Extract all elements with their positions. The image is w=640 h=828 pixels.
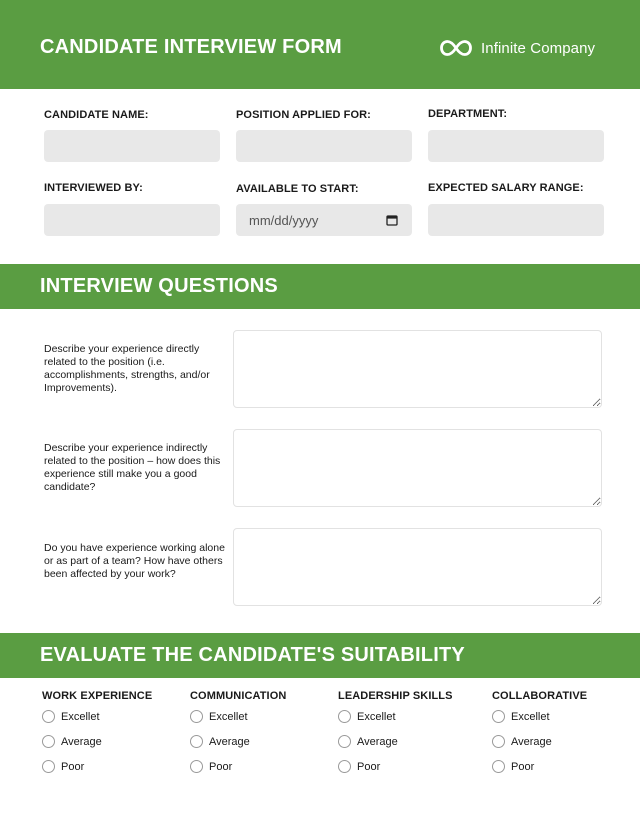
radio-button[interactable] bbox=[42, 735, 55, 748]
radio-label: Poor bbox=[209, 760, 233, 773]
radio-label: Excellet bbox=[61, 710, 100, 723]
interview-questions-title: INTERVIEW QUESTIONS bbox=[40, 275, 278, 297]
company-name: Infinite Company bbox=[481, 39, 596, 57]
eval-group-communication bbox=[190, 690, 286, 779]
page-title: CANDIDATE INTERVIEW FORM bbox=[40, 36, 342, 58]
radio-label: Average bbox=[357, 735, 398, 748]
radio-label: Excellet bbox=[511, 710, 550, 723]
radio-button[interactable] bbox=[42, 760, 55, 773]
radio-option[interactable] bbox=[190, 754, 286, 779]
eval-heading-communication: COMMUNICATION bbox=[190, 690, 287, 702]
radio-button[interactable] bbox=[190, 710, 203, 723]
radio-label: Poor bbox=[357, 760, 381, 773]
radio-label: Average bbox=[61, 735, 102, 748]
radio-option[interactable] bbox=[190, 704, 286, 729]
eval-group-leadership-skills bbox=[338, 690, 453, 779]
page-header bbox=[0, 0, 640, 89]
interviewed-by-field[interactable] bbox=[44, 204, 220, 236]
radio-label: Excellet bbox=[209, 710, 248, 723]
radio-option[interactable] bbox=[338, 729, 453, 754]
interview-questions-banner bbox=[0, 264, 640, 309]
radio-label: Poor bbox=[61, 760, 85, 773]
radio-option[interactable] bbox=[42, 754, 152, 779]
eval-group-collaborative bbox=[492, 690, 587, 779]
evaluation-title: EVALUATE THE CANDIDATE'S SUITABILITY bbox=[40, 644, 465, 666]
radio-option[interactable] bbox=[338, 754, 453, 779]
radio-button[interactable] bbox=[492, 710, 505, 723]
evaluation-banner bbox=[0, 633, 640, 678]
radio-button[interactable] bbox=[42, 710, 55, 723]
radio-button[interactable] bbox=[338, 760, 351, 773]
position-field[interactable] bbox=[236, 130, 412, 162]
radio-option[interactable] bbox=[492, 754, 587, 779]
eval-group-work-experience bbox=[42, 690, 152, 779]
radio-label: Poor bbox=[511, 760, 535, 773]
radio-button[interactable] bbox=[190, 735, 203, 748]
radio-label: Average bbox=[209, 735, 250, 748]
interviewed-by-label: INTERVIEWED BY: bbox=[44, 182, 143, 194]
question-1-text: Describe your experience directly related to the position (i.e. accomplishments, strengths, and/or Improvements). bbox=[44, 343, 210, 394]
eval-heading-work-experience: WORK EXPERIENCE bbox=[42, 690, 153, 702]
available-to-start-label: AVAILABLE TO START: bbox=[236, 183, 359, 195]
question-3-answer[interactable] bbox=[233, 528, 602, 606]
radio-button[interactable] bbox=[338, 710, 351, 723]
company-logo bbox=[439, 37, 595, 59]
radio-option[interactable] bbox=[190, 729, 286, 754]
date-placeholder: mm/dd/yyyy bbox=[249, 212, 319, 228]
radio-label: Excellet bbox=[357, 710, 396, 723]
department-field[interactable] bbox=[428, 130, 604, 162]
radio-option[interactable] bbox=[42, 704, 152, 729]
calendar-icon[interactable] bbox=[386, 214, 398, 226]
candidate-name-label: CANDIDATE NAME: bbox=[44, 109, 149, 121]
infinity-icon bbox=[439, 39, 473, 57]
eval-heading-leadership-skills: LEADERSHIP SKILLS bbox=[338, 690, 453, 702]
radio-option[interactable] bbox=[492, 704, 587, 729]
question-1-answer[interactable] bbox=[233, 330, 602, 408]
question-3-text: Do you have experience working alone or as part of a team? How have others been affected by your work? bbox=[44, 542, 225, 580]
available-to-start-date-field[interactable] bbox=[236, 204, 412, 236]
position-label: POSITION APPLIED FOR: bbox=[236, 109, 371, 121]
eval-heading-collaborative: COLLABORATIVE bbox=[492, 690, 588, 702]
radio-option[interactable] bbox=[492, 729, 587, 754]
radio-button[interactable] bbox=[338, 735, 351, 748]
salary-range-label: EXPECTED SALARY RANGE: bbox=[428, 182, 584, 194]
salary-range-field[interactable] bbox=[428, 204, 604, 236]
candidate-name-field[interactable] bbox=[44, 130, 220, 162]
radio-button[interactable] bbox=[492, 760, 505, 773]
radio-option[interactable] bbox=[42, 729, 152, 754]
radio-option[interactable] bbox=[338, 704, 453, 729]
question-2-answer[interactable] bbox=[233, 429, 602, 507]
radio-label: Average bbox=[511, 735, 552, 748]
radio-button[interactable] bbox=[190, 760, 203, 773]
radio-button[interactable] bbox=[492, 735, 505, 748]
question-2-text: Describe your experience indirectly related to the position – how does this experience still make you a good candidate? bbox=[44, 442, 221, 493]
department-label: DEPARTMENT: bbox=[428, 108, 508, 120]
